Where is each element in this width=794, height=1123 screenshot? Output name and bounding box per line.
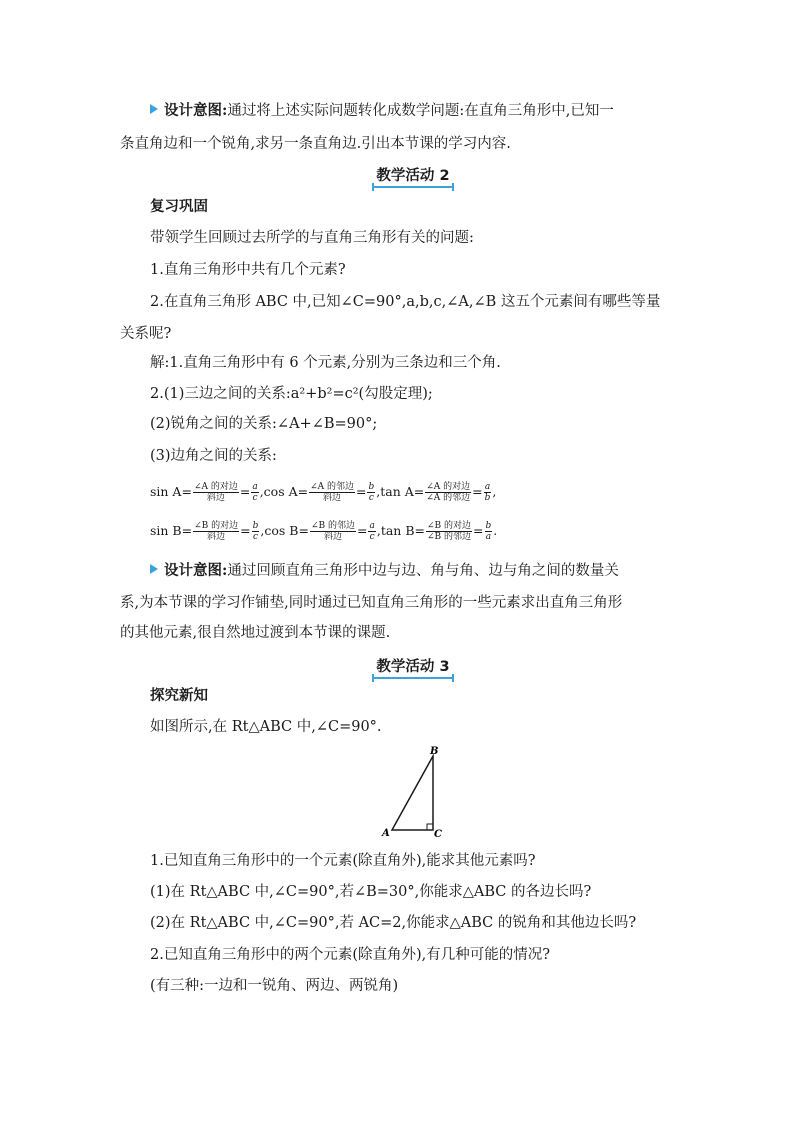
intent-text: 通过回顾直角三角形中边与边、角与角、边与角之间的数量关 bbox=[227, 563, 619, 579]
explore-question-1b: (2)在 Rt△ABC 中,∠C=90°,若 AC=2,你能求△ABC 的锐角和其他边长吗? bbox=[150, 915, 637, 931]
fraction: $\frac{\text{∠B 的邻边}}{\text{斜边}}$ bbox=[310, 521, 355, 542]
fraction: $\frac{b}{c}$ bbox=[252, 521, 259, 542]
cos-b-label: ,cos B= bbox=[260, 523, 309, 538]
triangle-bullet-icon bbox=[150, 104, 158, 114]
triangle-shape bbox=[392, 756, 433, 830]
triangle-bullet-icon bbox=[150, 564, 158, 574]
intent-line-1 bbox=[150, 561, 619, 581]
intent-line-2: 系,为本节课的学习作铺垫,同时通过已知直角三角形的一些元素求出直角三角形 bbox=[120, 595, 623, 611]
right-angle-mark bbox=[427, 824, 433, 830]
intent-label: 设计意图: bbox=[164, 102, 228, 119]
explore-question-1: 1.已知直角三角形中的一个元素(除直角外),能求其他元素吗? bbox=[150, 853, 536, 869]
sin-b-label: sin B= bbox=[150, 523, 193, 538]
vertex-label-c: C bbox=[434, 829, 442, 840]
activity-underline bbox=[372, 677, 454, 679]
fraction: $\frac{\text{∠A 的对边}}{\text{∠A 的邻边}}$ bbox=[426, 482, 471, 503]
explore-question-1a: (1)在 Rt△ABC 中,∠C=90°,若∠B=30°,你能求△ABC 的各边长吗? bbox=[150, 884, 592, 900]
right-triangle-figure bbox=[378, 740, 448, 840]
review-intro: 带领学生回顾过去所学的与直角三角形有关的问题: bbox=[150, 230, 474, 246]
question-1: 1.直角三角形中共有几个元素? bbox=[150, 262, 346, 278]
fraction: $\frac{\text{∠A 的对边}}{\text{斜边}}$ bbox=[193, 482, 238, 503]
answer-1: 解:1.直角三角形中有 6 个元素,分别为三条边和三个角. bbox=[150, 355, 501, 371]
question-2-line-2: 关系呢? bbox=[120, 326, 172, 342]
vertex-label-a: A bbox=[382, 828, 390, 839]
intent-line-1 bbox=[150, 101, 614, 121]
formula-row-b: sin B= $\frac{\text{∠B 的对边}}{\text{斜边}}$ = $\frac{b}{c}$ ,cos B= $\frac{\text{∠B 的邻边}}{\text{斜边}}$ = $\frac{a}{c}$ ,tan B= $\frac{\text{∠B 的对边}}{\text{∠B 的邻边}}$ = $\frac{b}{a}$ . bbox=[150, 521, 498, 542]
answer-2-2: (2)锐角之间的关系:∠A+∠B=90°; bbox=[150, 416, 378, 432]
fraction: $\frac{a}{b}$ bbox=[484, 482, 491, 503]
fraction: $\frac{a}{c}$ bbox=[369, 521, 375, 542]
explore-question-2: 2.已知直角三角形中的两个元素(除直角外),有几种可能的情况? bbox=[150, 947, 551, 963]
fraction: $\frac{b}{c}$ bbox=[368, 482, 375, 503]
sin-a-label: sin A= bbox=[150, 484, 192, 499]
intent-text: 通过将上述实际问题转化成数学问题:在直角三角形中,已知一 bbox=[227, 103, 614, 119]
fraction: $\frac{b}{a}$ bbox=[485, 521, 492, 542]
answer-2-3: (3)边角之间的关系: bbox=[150, 448, 277, 464]
fraction: $\frac{\text{∠B 的对边}}{\text{∠B 的邻边}}$ bbox=[426, 521, 472, 542]
tan-b-label: ,tan B= bbox=[376, 523, 425, 538]
section-heading: 探究新知 bbox=[150, 688, 208, 704]
formula-row-a: sin A= $\frac{\text{∠A 的对边}}{\text{斜边}}$ = $\frac{a}{c}$ ,cos A= $\frac{\text{∠A 的邻边}}{\text{斜边}}$ = $\frac{b}{c}$ ,tan A= $\frac{\text{∠A 的对边}}{\text{∠A 的邻边}}$ = $\frac{a}{b}$ , bbox=[150, 482, 497, 503]
intent-line-2: 条直角边和一个锐角,求另一条直角边.引出本节课的学习内容. bbox=[120, 136, 511, 152]
cos-a-label: ,cos A= bbox=[259, 484, 309, 499]
question-2-line-1: 2.在直角三角形 ABC 中,已知∠C=90°,a,b,c,∠A,∠B 这五个元素间有哪些等量 bbox=[150, 294, 661, 310]
activity-underline bbox=[372, 186, 454, 188]
explore-answer-2: (有三种:一边和一锐角、两边、两锐角) bbox=[150, 978, 399, 994]
vertex-label-b: B bbox=[430, 746, 439, 757]
activity-label: 教学活动 2 bbox=[376, 168, 450, 184]
fraction: $\frac{\text{∠A 的邻边}}{\text{斜边}}$ bbox=[310, 482, 354, 503]
intent-line-3: 的其他元素,很自然地过渡到本节课的课题. bbox=[120, 625, 391, 641]
activity-3-title bbox=[372, 655, 454, 676]
explore-intro: 如图所示,在 Rt△ABC 中,∠C=90°. bbox=[150, 719, 382, 735]
section-heading: 复习巩固 bbox=[150, 199, 208, 215]
fraction: $\frac{\text{∠B 的对边}}{\text{斜边}}$ bbox=[194, 521, 239, 542]
activity-2-title bbox=[372, 164, 454, 185]
activity-label: 教学活动 3 bbox=[376, 659, 450, 675]
fraction: $\frac{a}{c}$ bbox=[252, 482, 258, 503]
tan-a-label: ,tan A= bbox=[376, 484, 425, 499]
intent-label: 设计意图: bbox=[164, 562, 228, 579]
answer-2-1: 2.(1)三边之间的关系:a²+b²=c²(勾股定理); bbox=[150, 386, 433, 402]
